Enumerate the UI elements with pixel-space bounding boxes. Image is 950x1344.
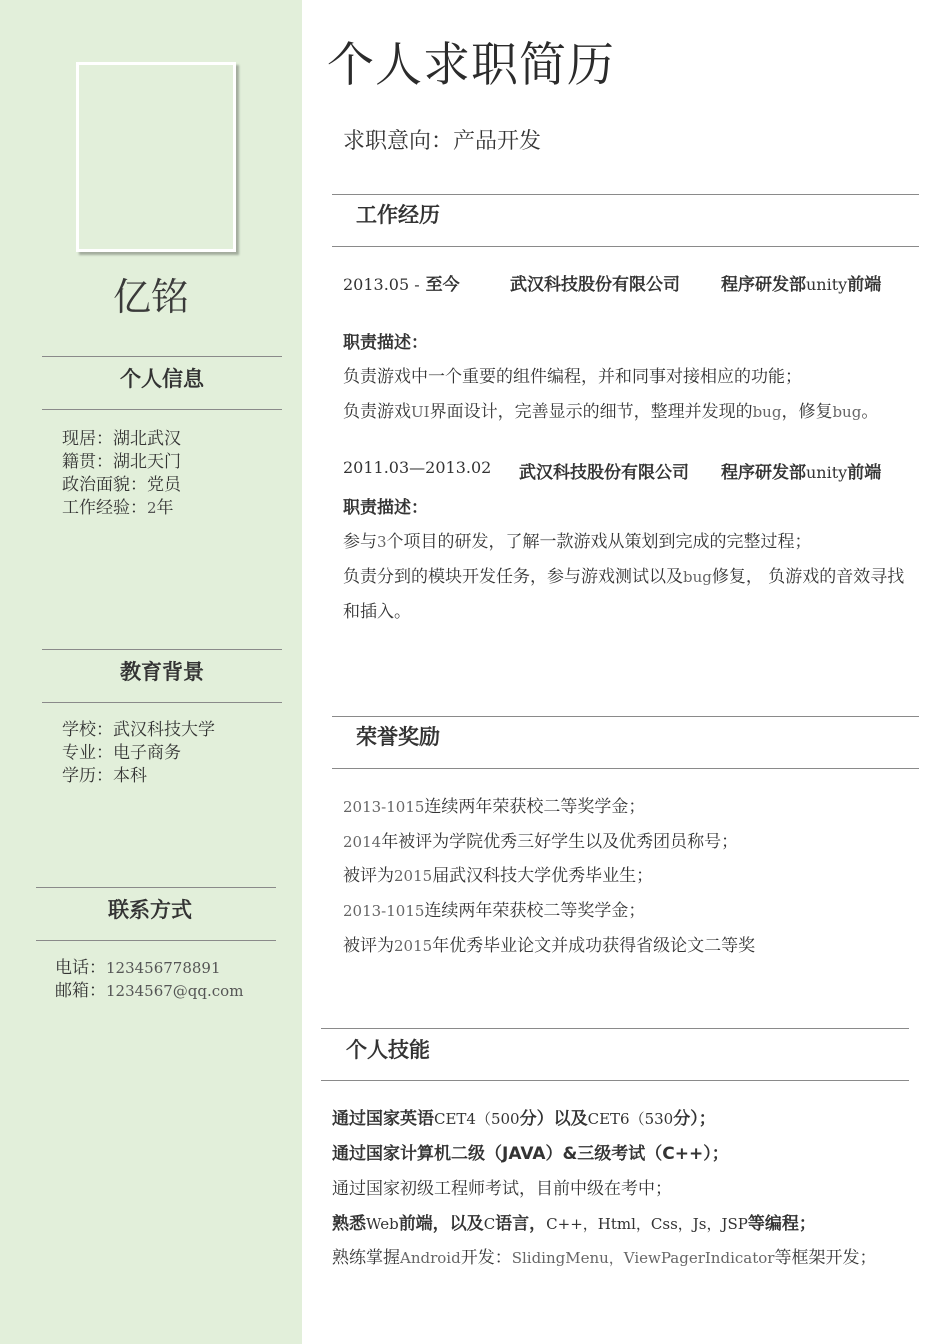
job-1-duty-line: 负责游戏UI界面设计，完善显示的细节，整理并发现的bug，修复bug。 <box>343 402 879 422</box>
divider <box>36 940 276 941</box>
honor-item: 被评为2015年优秀毕业论文并成功获得省级论文二等奖 <box>343 936 756 956</box>
job-2-role: 程序研发部unity前端 <box>721 463 882 483</box>
job-2-date: 2011.03—2013.02 <box>343 458 492 477</box>
honor-item: 2013-1015连续两年荣获校二等奖学金； <box>343 797 646 817</box>
info-experience: 工作经验：2年 <box>62 498 174 518</box>
divider <box>321 1028 909 1029</box>
skill-item: 通过国家初级工程师考试，目前中级在考中； <box>332 1179 672 1199</box>
skill-item: 通过国家计算机二级（JAVA）&三级考试（C++）； <box>332 1144 729 1164</box>
sidebar <box>0 0 302 1344</box>
job-1-duty-line: 负责游戏中一个重要的组件编程，并和同事对接相应的功能； <box>343 367 802 387</box>
job-2-duty-line: 和插入。 <box>343 602 411 622</box>
job-intent: 求职意向：产品开发 <box>343 129 542 154</box>
job-1-date: 2013.05 - <box>343 275 420 294</box>
job-2-duty-label: 职责描述： <box>343 498 428 518</box>
photo-placeholder <box>76 62 236 252</box>
divider <box>332 768 919 769</box>
honor-item: 被评为2015届武汉科技大学优秀毕业生； <box>343 866 654 886</box>
honors-title: 荣誉奖励 <box>356 725 440 749</box>
divider <box>36 887 276 888</box>
job-2-duty-line: 参与3个项目的研发，了解一款游戏从策划到完成的完整过程； <box>343 532 812 552</box>
job-1-company: 武汉科技股份有限公司 <box>510 275 680 295</box>
divider <box>321 1080 909 1081</box>
job-1-date-tail: 至今 <box>425 275 460 295</box>
skill-item: 熟悉Web前端，以及C语言，C++，Html，Css，Js，JSP等编程； <box>332 1214 816 1234</box>
work-title: 工作经历 <box>356 203 440 227</box>
contact-phone: 电话：123456778891 <box>55 958 221 978</box>
contact-list <box>55 957 243 1003</box>
education-title: 教育背景 <box>120 660 204 684</box>
personal-info-list <box>62 428 181 520</box>
skill-item: 熟练掌握Android开发：SlidingMenu，ViewPagerIndicator等框架开发； <box>332 1248 877 1268</box>
edu-school: 学校：武汉科技大学 <box>62 720 215 740</box>
edu-degree: 学历：本科 <box>62 766 147 786</box>
info-residence: 现居：湖北武汉 <box>62 429 181 449</box>
divider <box>332 194 919 195</box>
job-1-header <box>343 270 460 295</box>
candidate-name: 亿铭 <box>112 275 189 319</box>
skill-item: 通过国家英语CET4（500分）以及CET6（530分）； <box>332 1109 716 1129</box>
job-2-duty-line: 负责分到的模块开发任务，参与游戏测试以及bug修复， 负游戏的音效寻找 <box>343 567 905 587</box>
divider <box>42 649 282 650</box>
education-list <box>62 719 215 788</box>
job-2-company: 武汉科技股份有限公司 <box>519 463 689 483</box>
info-origin: 籍贯：湖北天门 <box>62 452 181 472</box>
divider <box>42 409 282 410</box>
contact-title: 联系方式 <box>108 898 192 922</box>
honor-item: 2014年被评为学院优秀三好学生以及优秀团员称号； <box>343 832 739 852</box>
page-title: 个人求职简历 <box>327 38 615 93</box>
info-political: 政治面貌：党员 <box>62 475 181 495</box>
job-1-role: 程序研发部unity前端 <box>721 275 882 295</box>
honor-item: 2013-1015连续两年荣获校二等奖学金； <box>343 901 646 921</box>
job-1-duty-label: 职责描述： <box>343 333 428 353</box>
divider <box>332 246 919 247</box>
edu-major: 专业：电子商务 <box>62 743 181 763</box>
divider <box>42 356 282 357</box>
contact-email: 邮箱：1234567@qq.com <box>55 981 244 1001</box>
skills-title: 个人技能 <box>346 1038 430 1062</box>
personal-info-title: 个人信息 <box>120 367 204 391</box>
divider <box>332 716 919 717</box>
divider <box>42 702 282 703</box>
